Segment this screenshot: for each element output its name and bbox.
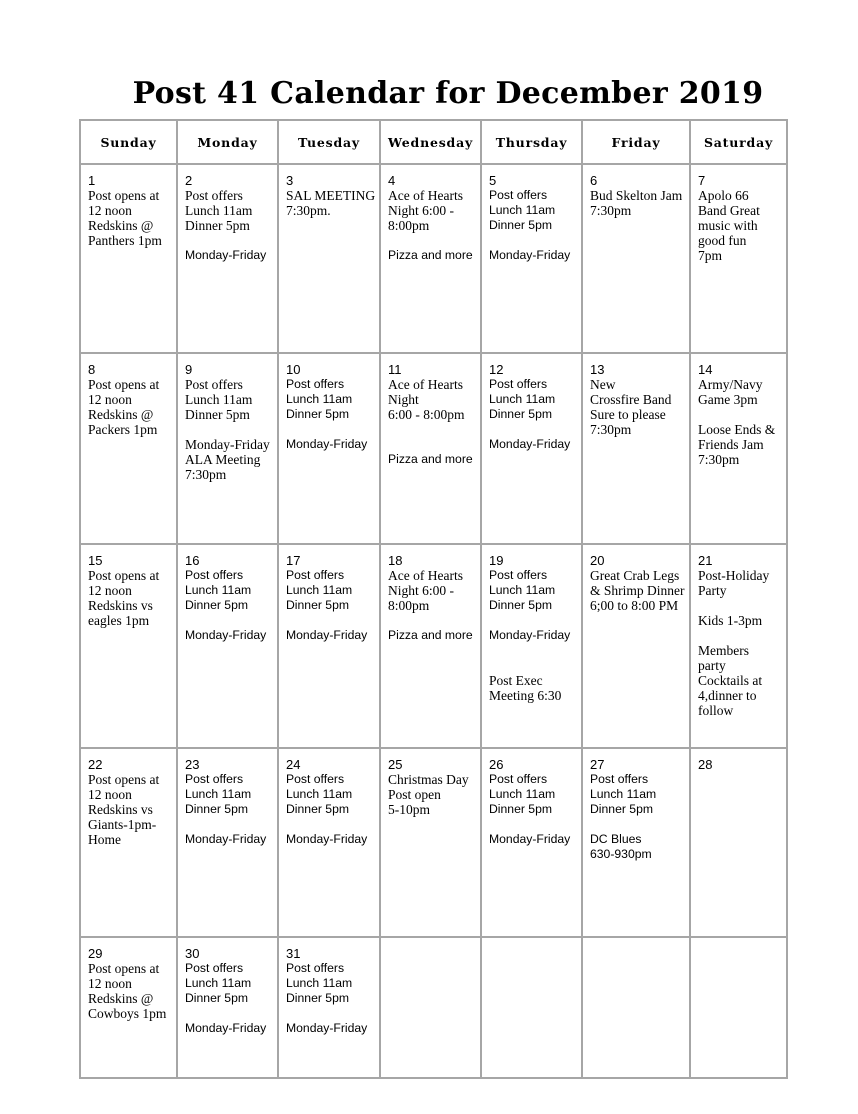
day-number: 22 <box>88 757 103 772</box>
day-cell-content <box>178 749 277 847</box>
event-text <box>185 817 273 832</box>
event-text: Lunch 11am <box>185 392 253 407</box>
event-text <box>489 422 577 437</box>
event-text: Monday-Friday <box>185 248 267 262</box>
event-text: Post offers <box>185 188 243 203</box>
event-text: 12 noon <box>88 583 132 598</box>
day-cell-content <box>691 749 786 772</box>
calendar-table <box>79 119 788 1079</box>
event-text: Monday-Friday <box>286 437 368 451</box>
day-cell <box>481 937 582 1078</box>
day-cell <box>278 353 380 544</box>
day-number: 16 <box>185 553 200 568</box>
day-cell-content <box>381 165 480 263</box>
event-text: 7:30pm <box>590 422 632 437</box>
day-cell <box>177 937 278 1078</box>
day-cell <box>278 937 380 1078</box>
day-cell <box>582 937 690 1078</box>
event-text: Post offers <box>286 772 345 786</box>
event-text: Lunch 11am <box>286 583 353 597</box>
day-cell-content <box>178 354 277 482</box>
day-cell <box>177 748 278 937</box>
day-cell <box>380 164 481 353</box>
event-text: Packers 1pm <box>88 422 158 437</box>
event-text: party <box>698 658 726 673</box>
event-text: Dinner 5pm <box>185 218 250 233</box>
day-number: 29 <box>88 946 103 961</box>
event-text: Dinner 5pm <box>590 802 653 816</box>
day-cell-content <box>178 938 277 1036</box>
day-number: 13 <box>590 362 605 377</box>
day-cell-content <box>178 165 277 263</box>
event-text: Night 6:00 - <box>388 203 454 218</box>
event-text <box>286 422 375 437</box>
day-number: 10 <box>286 362 301 377</box>
event-text: Monday-Friday <box>185 437 270 452</box>
day-number: 3 <box>286 173 294 188</box>
event-text: Band Great <box>698 203 760 218</box>
event-text: Post opens at <box>88 188 160 203</box>
event-text: Redskins vs <box>88 598 153 613</box>
event-text: Loose Ends & <box>698 422 776 437</box>
day-number: 4 <box>388 173 396 188</box>
event-text <box>286 613 375 628</box>
event-text: 12 noon <box>88 976 132 991</box>
day-cell <box>690 353 787 544</box>
day-number: 17 <box>286 553 301 568</box>
event-text: Lunch 11am <box>185 787 252 801</box>
day-cell-content <box>482 749 581 847</box>
week-row <box>80 353 787 544</box>
day-cell <box>80 937 177 1078</box>
event-text <box>185 1006 273 1021</box>
event-text: Pizza and more <box>388 628 473 642</box>
event-text: 12 noon <box>88 392 132 407</box>
day-cell <box>481 748 582 937</box>
day-cell <box>380 748 481 937</box>
event-text: Dinner 5pm <box>185 598 248 612</box>
day-cell <box>80 748 177 937</box>
day-cell <box>481 544 582 748</box>
day-number: 26 <box>489 757 504 772</box>
event-text: Dinner 5pm <box>489 802 552 816</box>
event-text: Apolo 66 <box>698 188 749 203</box>
day-cell-content <box>691 354 786 467</box>
event-text: Panthers 1pm <box>88 233 162 248</box>
day-number: 20 <box>590 553 605 568</box>
event-text: Bud Skelton Jam <box>590 188 683 203</box>
event-text: Kids 1-3pm <box>698 613 763 628</box>
day-number: 15 <box>88 553 103 568</box>
day-number: 5 <box>489 173 497 188</box>
event-text: Dinner 5pm <box>185 802 248 816</box>
event-text: eagles 1pm <box>88 613 150 628</box>
event-text: Lunch 11am <box>286 392 353 406</box>
event-text: Lunch 11am <box>185 583 252 597</box>
day-number: 9 <box>185 362 193 377</box>
day-cell-content <box>691 938 786 946</box>
day-cell-content <box>691 165 786 263</box>
day-cell <box>582 353 690 544</box>
event-text: Ace of Hearts <box>388 377 463 392</box>
day-number: 18 <box>388 553 403 568</box>
event-text: 8:00pm <box>388 598 430 613</box>
event-text: Army/Navy <box>698 377 763 392</box>
event-text: Dinner 5pm <box>489 218 552 232</box>
day-number: 1 <box>88 173 96 188</box>
event-text: Post offers <box>286 377 345 391</box>
weekday-saturday: Saturday <box>690 120 787 164</box>
day-cell-content <box>381 938 480 946</box>
day-cell-content <box>279 545 379 643</box>
event-text: Ace of Hearts <box>388 568 463 583</box>
event-text: Redskins @ <box>88 218 154 233</box>
event-text: Dinner 5pm <box>489 407 552 421</box>
event-text: Post offers <box>590 772 649 786</box>
day-cell-content <box>279 165 379 218</box>
event-text: Monday-Friday <box>185 628 267 642</box>
event-text <box>388 233 476 248</box>
day-cell <box>380 353 481 544</box>
event-text: Ace of Hearts <box>388 188 463 203</box>
event-text: Redskins @ <box>88 991 154 1006</box>
event-text: Post offers <box>185 568 244 582</box>
event-text: Dinner 5pm <box>286 991 349 1005</box>
event-text: 12 noon <box>88 787 132 802</box>
event-text: music with <box>698 218 758 233</box>
event-text: Redskins vs <box>88 802 153 817</box>
event-text: DC Blues <box>590 832 642 846</box>
event-text: Pizza and more <box>388 452 473 466</box>
event-text: 12 noon <box>88 203 132 218</box>
event-text: 7:30pm <box>590 203 632 218</box>
event-text <box>590 817 685 832</box>
event-text: 630-930pm <box>590 847 652 861</box>
event-text <box>388 613 476 628</box>
day-number: 8 <box>88 362 96 377</box>
weekday-wednesday: Wednesday <box>380 120 481 164</box>
day-number: 28 <box>698 757 713 772</box>
event-text: Post offers <box>185 772 244 786</box>
event-text <box>698 598 782 613</box>
weekday-monday: Monday <box>177 120 278 164</box>
event-text: Monday-Friday <box>489 628 571 642</box>
event-text: 7:30pm <box>698 452 740 467</box>
day-cell <box>690 937 787 1078</box>
event-text: follow <box>698 703 734 718</box>
event-text: Home <box>88 832 121 847</box>
event-text: New <box>590 377 616 392</box>
day-cell-content <box>81 165 176 248</box>
event-text <box>698 407 782 422</box>
day-cell <box>690 748 787 937</box>
day-cell-content <box>81 545 176 628</box>
event-text: Lunch 11am <box>489 203 556 217</box>
event-text: Christmas Day <box>388 772 469 787</box>
event-text <box>286 817 375 832</box>
event-text: Party <box>698 583 727 598</box>
event-text <box>489 658 577 673</box>
event-text: Crossfire Band <box>590 392 672 407</box>
event-text: Monday-Friday <box>489 437 571 451</box>
event-text: 6;00 to 8:00 PM <box>590 598 679 613</box>
event-text: 7:30pm <box>185 467 227 482</box>
weekday-sunday: Sunday <box>80 120 177 164</box>
event-text: Monday-Friday <box>489 832 571 846</box>
event-text: Post offers <box>286 568 345 582</box>
event-text: Post offers <box>489 377 548 391</box>
event-text: 6:00 - 8:00pm <box>388 407 465 422</box>
day-number: 27 <box>590 757 605 772</box>
event-text: Post open <box>388 787 441 802</box>
event-text: Dinner 5pm <box>286 802 349 816</box>
event-text <box>286 1006 375 1021</box>
day-cell <box>380 544 481 748</box>
day-cell <box>80 353 177 544</box>
day-cell-content <box>81 938 176 1021</box>
event-text: good fun <box>698 233 747 248</box>
event-text: Monday-Friday <box>286 832 368 846</box>
day-cell <box>80 544 177 748</box>
event-text: 7pm <box>698 248 723 263</box>
event-text: Post offers <box>489 188 548 202</box>
event-text: 8:00pm <box>388 218 430 233</box>
event-text: Giants-1pm- <box>88 817 157 832</box>
event-text: Post-Holiday <box>698 568 770 583</box>
event-text: SAL MEETING <box>286 188 376 203</box>
event-text: Lunch 11am <box>489 583 556 597</box>
event-text: Cowboys 1pm <box>88 1006 167 1021</box>
day-cell-content <box>482 545 581 703</box>
day-number: 31 <box>286 946 301 961</box>
day-cell-content <box>583 749 689 862</box>
event-text <box>185 233 273 248</box>
event-text: Great Crab Legs <box>590 568 680 583</box>
day-cell <box>380 937 481 1078</box>
day-number: 2 <box>185 173 193 188</box>
weekday-tuesday: Tuesday <box>278 120 380 164</box>
event-text: 4,dinner to <box>698 688 757 703</box>
event-text <box>489 613 577 628</box>
event-text <box>185 422 273 437</box>
day-cell-content <box>482 165 581 263</box>
event-text: Post offers <box>185 961 244 975</box>
day-number: 6 <box>590 173 598 188</box>
event-text: Monday-Friday <box>286 1021 368 1035</box>
event-text: Cocktails at <box>698 673 763 688</box>
day-cell <box>582 748 690 937</box>
event-text: Lunch 11am <box>286 787 353 801</box>
day-cell-content <box>381 545 480 643</box>
weekday-thursday: Thursday <box>481 120 582 164</box>
event-text: Post opens at <box>88 961 160 976</box>
day-number: 19 <box>489 553 504 568</box>
event-text: Members <box>698 643 749 658</box>
day-cell-content <box>279 938 379 1036</box>
day-cell <box>278 544 380 748</box>
event-text: Lunch 11am <box>489 787 556 801</box>
day-cell <box>278 748 380 937</box>
event-text: Sure to please <box>590 407 666 422</box>
event-text: Night <box>388 392 419 407</box>
event-text: & Shrimp Dinner <box>590 583 685 598</box>
day-cell <box>177 544 278 748</box>
day-cell-content <box>381 749 480 817</box>
event-text: Redskins @ <box>88 407 154 422</box>
event-text: Game 3pm <box>698 392 758 407</box>
page-title: Post 41 Calendar for December 2019 <box>132 76 764 111</box>
event-text <box>185 613 273 628</box>
day-cell-content <box>81 749 176 847</box>
event-text <box>489 233 577 248</box>
day-cell-content <box>381 354 480 467</box>
day-number: 14 <box>698 362 713 377</box>
event-text: Post opens at <box>88 377 160 392</box>
event-text: Post offers <box>185 377 243 392</box>
event-text: Pizza and more <box>388 248 473 262</box>
day-number: 30 <box>185 946 200 961</box>
event-text <box>388 422 476 437</box>
event-text: 7:30pm. <box>286 203 331 218</box>
week-row <box>80 748 787 937</box>
event-text: Dinner 5pm <box>286 598 349 612</box>
day-cell-content <box>691 545 786 718</box>
day-cell <box>582 544 690 748</box>
day-cell <box>80 164 177 353</box>
event-text: Night 6:00 - <box>388 583 454 598</box>
day-number: 12 <box>489 362 504 377</box>
week-row <box>80 937 787 1078</box>
event-text: Meeting 6:30 <box>489 688 562 703</box>
day-cell <box>582 164 690 353</box>
event-text: Lunch 11am <box>185 203 253 218</box>
day-cell-content <box>583 545 689 613</box>
event-text <box>698 628 782 643</box>
week-row <box>80 164 787 353</box>
weekday-friday: Friday <box>582 120 690 164</box>
day-cell <box>177 164 278 353</box>
event-text: Lunch 11am <box>590 787 657 801</box>
day-cell-content <box>583 938 689 946</box>
day-number: 24 <box>286 757 301 772</box>
day-number: 7 <box>698 173 706 188</box>
event-text: ALA Meeting <box>185 452 261 467</box>
day-cell-content <box>482 354 581 452</box>
event-text: Lunch 11am <box>489 392 556 406</box>
event-text: Monday-Friday <box>185 832 267 846</box>
event-text: Post opens at <box>88 568 160 583</box>
event-text: Post offers <box>286 961 345 975</box>
event-text: Monday-Friday <box>286 628 368 642</box>
event-text: Lunch 11am <box>286 976 353 990</box>
event-text: Monday-Friday <box>489 248 571 262</box>
day-cell-content <box>583 354 689 437</box>
event-text <box>388 437 476 452</box>
event-text: Lunch 11am <box>185 976 252 990</box>
day-cell-content <box>482 938 581 946</box>
event-text: Dinner 5pm <box>489 598 552 612</box>
event-text: Post opens at <box>88 772 160 787</box>
day-cell-content <box>81 354 176 437</box>
event-text: Dinner 5pm <box>286 407 349 421</box>
day-cell <box>177 353 278 544</box>
day-cell <box>690 164 787 353</box>
day-number: 25 <box>388 757 403 772</box>
day-cell-content <box>279 354 379 452</box>
day-number: 23 <box>185 757 200 772</box>
day-cell <box>690 544 787 748</box>
day-cell-content <box>279 749 379 847</box>
event-text: Dinner 5pm <box>185 407 250 422</box>
event-text <box>489 643 577 658</box>
event-text: Post offers <box>489 568 548 582</box>
day-cell <box>481 353 582 544</box>
weekday-header-row <box>80 120 787 164</box>
day-cell-content <box>178 545 277 643</box>
event-text: Post offers <box>489 772 548 786</box>
day-number: 21 <box>698 553 713 568</box>
day-cell <box>278 164 380 353</box>
event-text: Monday-Friday <box>185 1021 267 1035</box>
week-row <box>80 544 787 748</box>
event-text: Post Exec <box>489 673 543 688</box>
event-text: Dinner 5pm <box>185 991 248 1005</box>
day-cell-content <box>583 165 689 218</box>
day-number: 11 <box>388 362 402 377</box>
event-text: Friends Jam <box>698 437 764 452</box>
event-text <box>489 817 577 832</box>
day-cell <box>481 164 582 353</box>
event-text: 5-10pm <box>388 802 430 817</box>
